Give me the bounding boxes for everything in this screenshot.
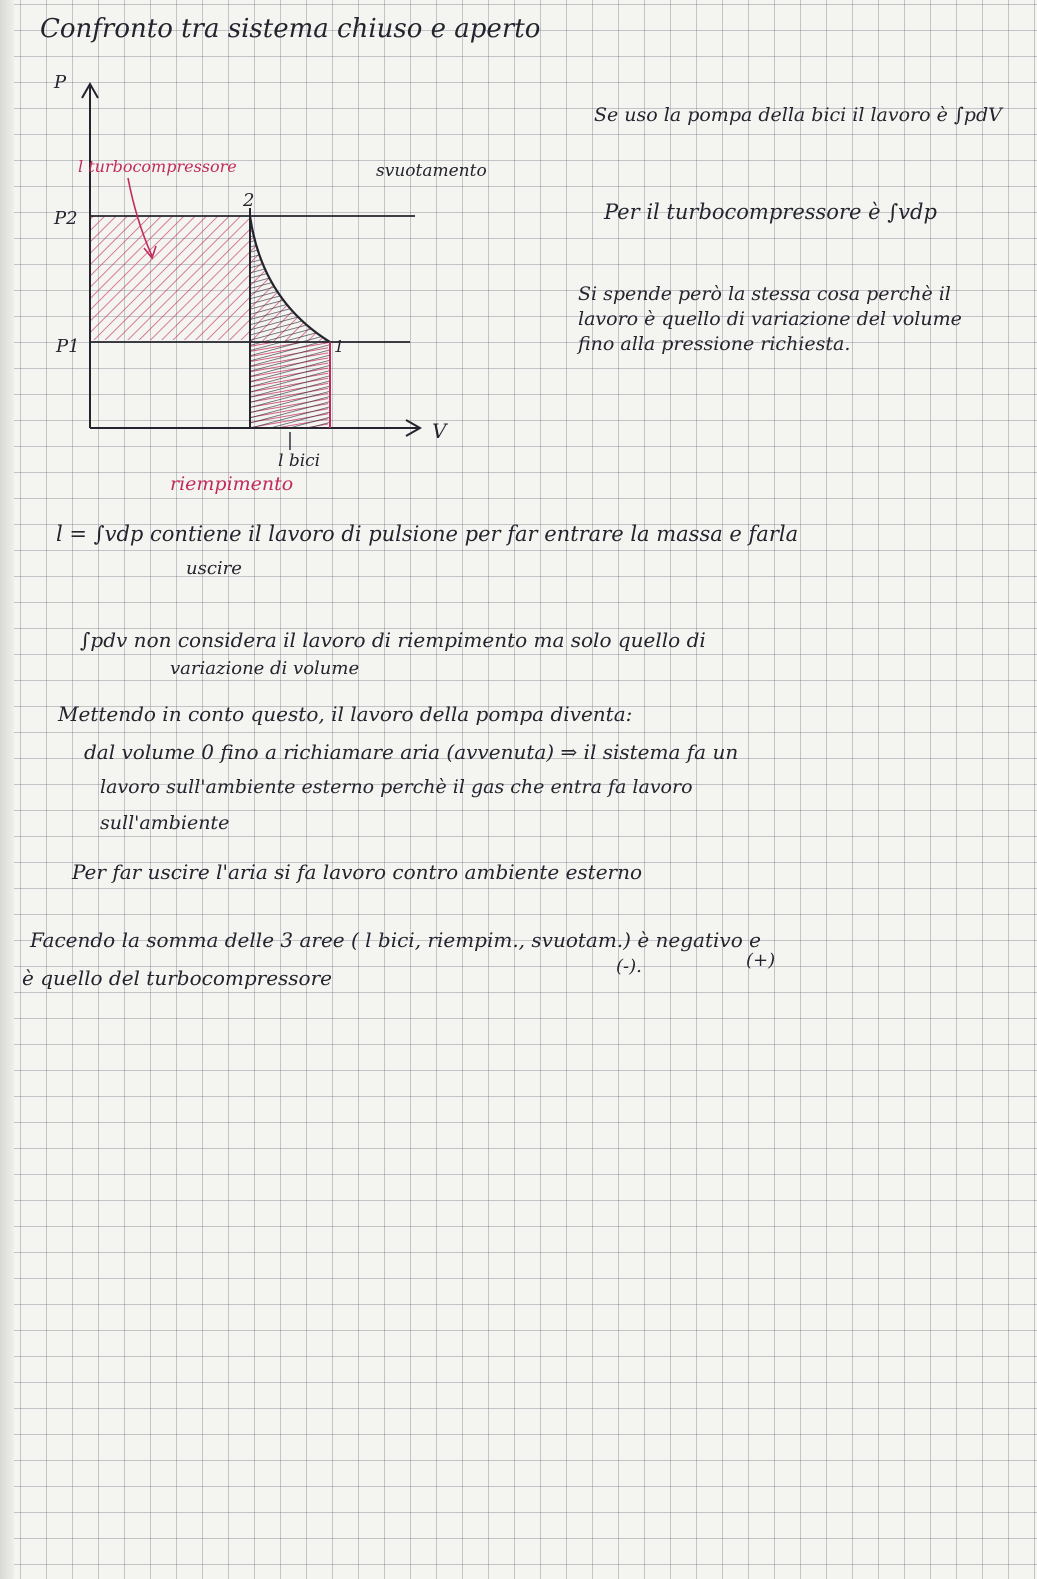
- note-turbocompressore: Per il turbocompressore è ∫vdp: [604, 200, 937, 224]
- axis-y-label: P: [54, 72, 67, 93]
- body-line-3: Mettendo in conto questo, il lavoro della pompa diventa:: [58, 702, 633, 726]
- turbo-label: l turbocompressore: [78, 157, 237, 176]
- p1-label: P1: [56, 336, 80, 357]
- point-2-label: 2: [243, 190, 255, 211]
- sign-minus: (-).: [616, 956, 642, 977]
- pv-diagram: [0, 60, 560, 500]
- sign-plus: (+): [746, 950, 776, 971]
- bici-label: l bici: [278, 451, 321, 471]
- p2-label: P2: [54, 208, 78, 229]
- riempimento-label: riempimento: [170, 473, 294, 495]
- body-line-9: è quello del turbocompressore: [22, 966, 332, 990]
- turbo-area: [90, 216, 250, 340]
- body-line-5: lavoro sull'ambiente esterno perchè il gas che entra fa lavoro: [100, 776, 693, 798]
- note-stessa-cosa: Si spende però la stessa cosa perchè il lavoro è quello di variazione del volume fino alla pressione richiesta.: [578, 283, 962, 355]
- body-line-6: sull'ambiente: [100, 812, 230, 834]
- svuotamento-label: svuotamento: [376, 161, 487, 181]
- body-line-2b: variazione di volume: [170, 658, 360, 679]
- point-1-label: 1: [334, 337, 345, 356]
- body-line-4: dal volume 0 fino a richiamare aria (avvenuta) ⇒ il sistema fa un: [84, 740, 739, 764]
- axis-x-label: V: [432, 419, 447, 443]
- note-pompa-bici: Se uso la pompa della bici il lavoro è ∫pdV: [594, 104, 1002, 126]
- body-line-2: ∫pdv non considera il lavoro di riempimento ma solo quello di: [80, 628, 706, 652]
- page-title: Confronto tra sistema chiuso e aperto: [40, 14, 541, 44]
- bici-area: [250, 216, 330, 428]
- body-line-8: Facendo la somma delle 3 aree ( l bici, riempim., svuotam.) è negativo e: [30, 928, 761, 952]
- body-line-1: l = ∫vdp contiene il lavoro di pulsione per far entrare la massa e farla: [56, 522, 799, 546]
- body-line-1b: uscire: [186, 558, 242, 579]
- body-line-7: Per far uscire l'aria si fa lavoro contro ambiente esterno: [72, 860, 643, 884]
